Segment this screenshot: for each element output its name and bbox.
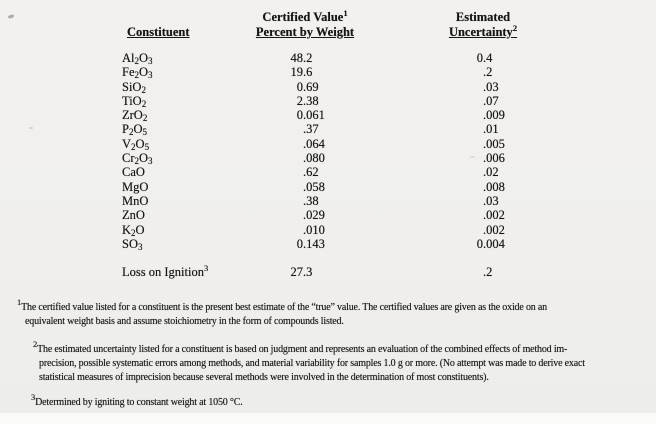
constituent-cell: ZrO$_2$	[122, 108, 148, 124]
uncertainty-cell: 0.4	[476, 51, 493, 65]
constituent-cell: MgO	[122, 179, 149, 194]
certified-value-cell: .064	[303, 136, 325, 151]
table-header-line1	[0, 10, 656, 25]
footnote-line: equivalent weight basis and assume stoichiometry in the form of compounds listed.	[25, 315, 344, 327]
table-row	[0, 94, 656, 108]
certified-value-cell: 0.69	[296, 79, 319, 94]
constituent-cell: TiO$_2$	[122, 93, 147, 109]
table-row	[0, 137, 656, 151]
certified-value-cell: .010	[303, 222, 325, 237]
uncertainty-cell: .002	[483, 222, 505, 237]
table-row	[0, 165, 656, 179]
uncertainty-cell: .005	[483, 136, 505, 151]
col-header-certified-value: Certified Value$^1$	[262, 8, 348, 24]
footnote-line: $^2$The estimated uncertainty listed for a constituent is based on judgment and represents an evaluation of the combined effects of method im-	[33, 339, 568, 355]
uncertainty-cell: .009	[483, 108, 505, 123]
uncertainty-cell: .07	[483, 93, 499, 108]
table-row	[0, 180, 656, 194]
table-row	[0, 208, 656, 222]
certified-value-cell: .38	[303, 193, 319, 208]
certified-value-cell: .37	[303, 122, 319, 137]
table-row	[0, 108, 656, 122]
table-row	[0, 223, 656, 237]
col-header-percent-by-weight: Percent by Weight	[255, 25, 355, 39]
certified-value-cell: .058	[303, 179, 325, 194]
uncertainty-cell: .002	[483, 208, 505, 223]
table-row	[0, 65, 656, 79]
constituent-cell: $P_2O_5$	[122, 122, 147, 138]
table-row	[0, 194, 656, 208]
constituent-cell: $K_2O$	[122, 222, 145, 238]
col-header-uncertainty: Uncertainty$^2$	[448, 23, 518, 39]
col-header-estimated: Estimated	[455, 10, 511, 24]
constituent-cell: $Fe_2O_3$	[122, 65, 153, 81]
certified-value-cell: .029	[303, 208, 325, 223]
footnote-estimated-uncertainty	[33, 339, 585, 385]
uncertainty-cell: .2	[483, 264, 493, 279]
uncertainty-cell: .03	[483, 193, 499, 208]
certified-value-cell: .080	[303, 151, 325, 166]
table-row	[0, 80, 656, 94]
constituent-cell: ZnO	[122, 208, 145, 223]
table-row	[0, 151, 656, 165]
certified-value-cell: 2.38	[296, 93, 319, 108]
certified-value-cell: 19.6	[290, 65, 313, 80]
uncertainty-cell: .006	[483, 151, 505, 166]
constituent-table-body	[0, 51, 656, 279]
certified-value-cell: 48.2	[290, 51, 313, 65]
constituent-cell: $SO_3$	[122, 236, 143, 252]
footnote-loss-on-ignition	[31, 392, 243, 410]
footnote-line: precision, possible systematic errors among methods, and material variability for samples 1.0 g or more. (No attempt was made to derive exact	[39, 358, 585, 369]
constituent-cell: $V_2O_5$	[122, 136, 150, 152]
certified-value-cell: 0.061	[296, 108, 325, 123]
constituent-cell: MnO	[122, 193, 149, 208]
col-header-constituent: Constituent	[127, 25, 190, 39]
uncertainty-cell: .2	[483, 65, 493, 80]
uncertainty-cell: .02	[483, 165, 499, 180]
uncertainty-cell: 0.004	[476, 236, 505, 251]
scan-bottom-margin	[0, 413, 656, 424]
footnote-line: statistical measures of imprecision because several methods were involved in the determination of most constituents).	[39, 372, 489, 383]
table-row	[0, 122, 656, 136]
certified-value-cell: .62	[303, 165, 319, 180]
table-header-line2	[0, 25, 656, 41]
footnote-line: $^3$Determined by igniting to constant weight at 1050 °C.	[31, 392, 243, 408]
constituent-cell: $Cr_2O_3$	[122, 151, 153, 167]
table-row	[0, 262, 656, 279]
constituent-cell: Loss on Ignition$^3$	[122, 262, 209, 279]
uncertainty-cell: .008	[483, 179, 505, 194]
constituent-cell: CaO	[122, 165, 145, 180]
certified-value-cell: 0.143	[296, 236, 325, 251]
constituent-cell: SiO$_2$	[122, 79, 146, 95]
table-row	[0, 51, 656, 65]
table-row	[0, 237, 656, 251]
uncertainty-cell: .03	[483, 79, 499, 94]
footnote-certified-value	[17, 297, 547, 328]
certified-value-cell: 27.3	[290, 264, 313, 279]
uncertainty-cell: .01	[483, 122, 499, 137]
constituent-cell: $Al_2O_3$	[122, 51, 153, 66]
footnote-line: $^1$The certified value listed for a constituent is the present best estimate of the “true” value. The certified values are given as the oxide on an	[17, 297, 547, 313]
